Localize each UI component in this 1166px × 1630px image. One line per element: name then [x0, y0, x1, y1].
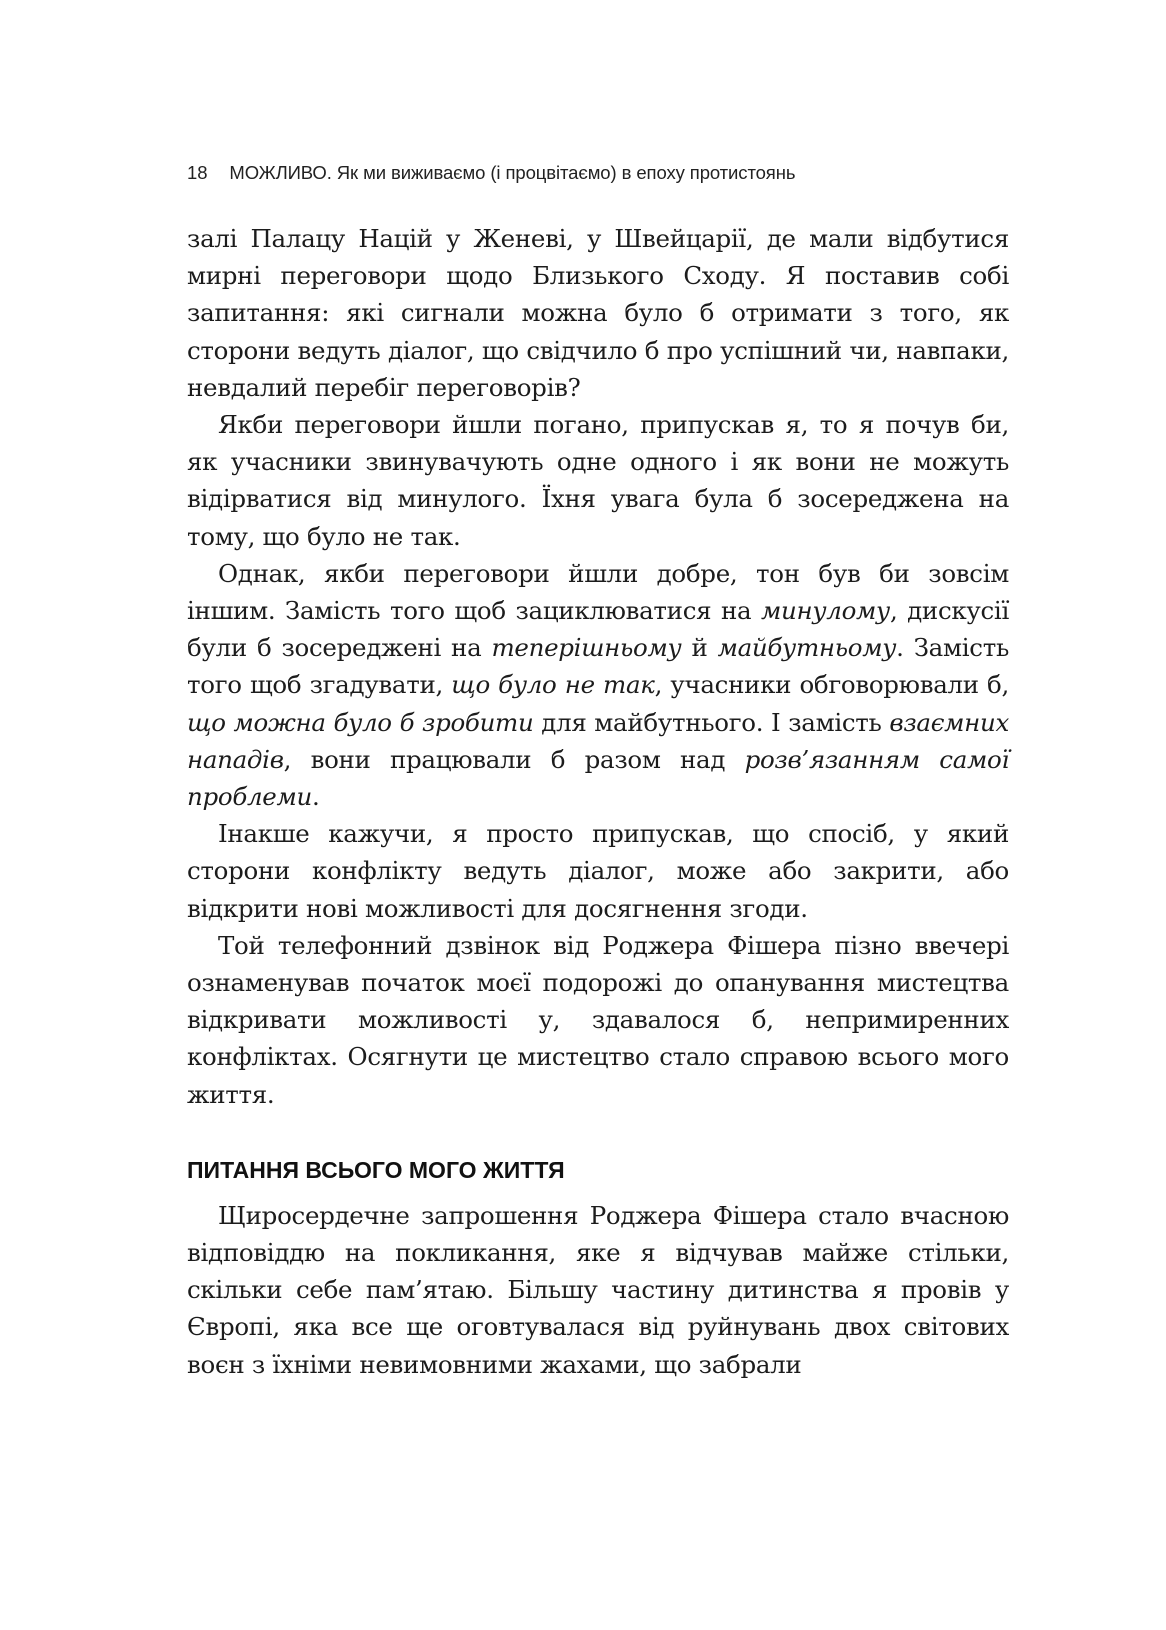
paragraph — [187, 406, 1009, 555]
text-run: для майбутнього. І замість — [533, 707, 890, 737]
section-heading: ПИТАННЯ ВСЬОГО МОГО ЖИТТЯ — [187, 1156, 565, 1183]
text-run: Якби переговори йшли погано, припускав я, то я почув би, як учасники звинувачують одне одного і як вони не можуть відірватися від минулого. Їхня увага була б зосереджена на тому, що було не так. — [187, 410, 1009, 551]
text-run: , дискусії були б зосереджені на — [187, 596, 1009, 663]
text-run: Щиросердечне запрошення Роджера Фішера стало вчасною відповіддю на покликання, яке я відчував майже стільки, скільки себе пам’ятаю. Більшу частину дитинства я провів у Європі, яка все ще оговтувалася від руйнувань двох світових воєн з їхніми невимовними жахами, що забрали — [187, 1200, 1009, 1379]
paragraphs-after — [187, 1197, 1009, 1383]
italic-text: минулому — [761, 596, 890, 626]
text-run: Однак, якби переговори йшли добре, тон був би зовсім іншим. Замість того щоб зациклюватися на — [187, 558, 1009, 626]
italic-text: розв’язанням самої проблеми — [187, 744, 1010, 812]
text-run: залі Палацу Націй у Женеві, у Швейцарії, де мали відбутися мирні переговори щодо Близького Сходу. Я поставив собі запитання: які сигнали можна було б отримати з того, як сторони ведуть діалог, що свідчило б про успішний чи, навпаки, невдалий перебіг переговорів? — [187, 224, 1009, 402]
text-run: . Замість того щоб згадувати, — [187, 633, 1009, 700]
italic-text: майбутньому — [717, 633, 897, 663]
paragraph — [187, 927, 1009, 1113]
text-run: й — [681, 633, 718, 663]
text-run: Той телефонний дзвінок від Роджера Фішера пізно ввечері ознаменував початок моєї подорожі до опанування мистецтва відкривати можливості у, здавалося б, непримиренних конфліктах. Осягнути це мистецтво стало справою всього мого життя. — [187, 930, 1009, 1109]
italic-text: теперішньому — [491, 633, 682, 663]
paragraphs-before — [187, 220, 1009, 1113]
paragraph — [187, 1197, 1009, 1383]
running-head-title: МОЖЛИВО. Як ми виживаємо (і процвітаємо) в епоху протистоянь — [229, 162, 796, 183]
page-number: 18 — [187, 162, 208, 183]
paragraph — [187, 815, 1009, 927]
italic-text: що можна було б зробити — [187, 707, 534, 737]
paragraph — [187, 555, 1009, 815]
text-run: Інакше кажучи, я просто припускав, що спосіб, у який сторони конфлікту ведуть діалог, може або закрити, або відкрити нові можливості для досягнення згоди. — [187, 819, 1009, 923]
text-run: , учасники обговорювали б, — [654, 670, 1009, 700]
running-head — [187, 162, 1007, 184]
italic-text: взаємних нападів — [187, 707, 1009, 774]
text-run: . — [311, 782, 320, 812]
text-run: , вони працювали б разом над — [283, 744, 745, 774]
paragraph — [187, 220, 1009, 406]
italic-text: що було не так — [451, 670, 655, 700]
body-text — [187, 220, 1009, 1383]
